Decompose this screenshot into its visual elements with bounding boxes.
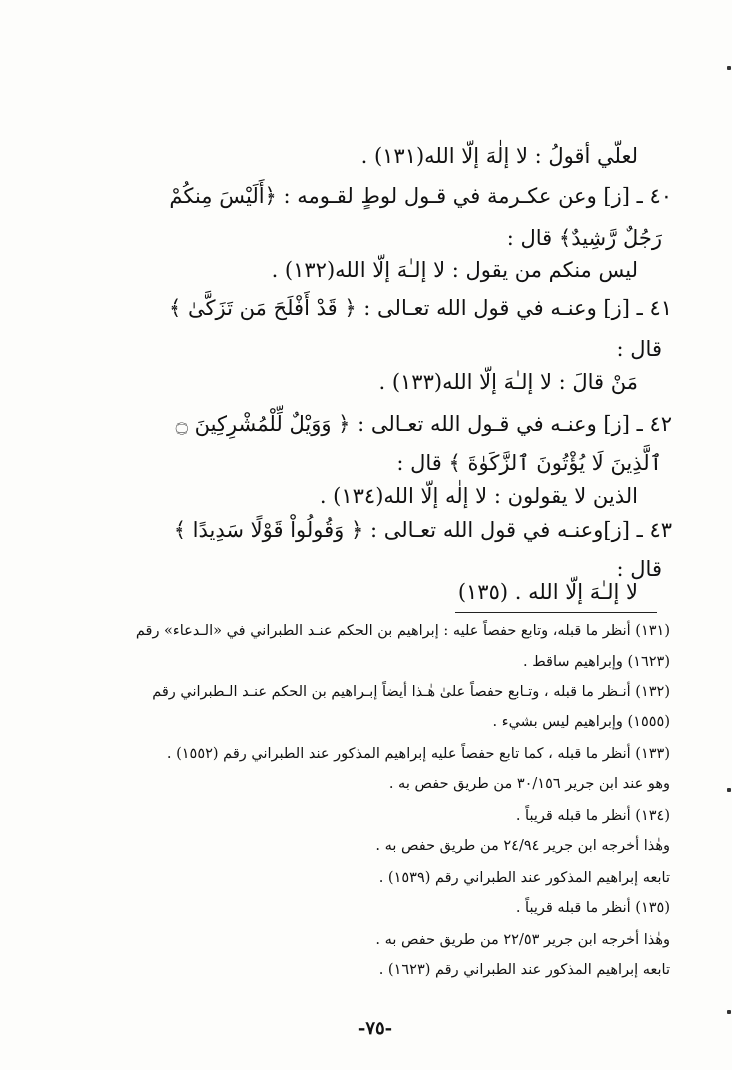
main-line: ٤١ ـ [ز] وعنـه في قول الله تعـالى : ﴿ قَدْ أَفْلَحَ مَن تَزَكَّىٰ ﴾: [169, 296, 672, 320]
main-line: قال :: [616, 337, 662, 361]
footnote-line: (١٣٥) أنظر ما قبله قريباً .: [515, 900, 670, 916]
footnote-line: (١٥٥٥) وإبراهيم ليس بشيء .: [492, 714, 670, 730]
footnote-line: وهو عند ابن جرير ٣٠/١٥٦ من طريق حفص به .: [388, 776, 670, 792]
main-line: ليس منكم من يقول : لا إلـٰهَ إلّا الله(١٣٢) .: [271, 258, 638, 282]
footnote-line: تابعه إبراهيم المذكور عند الطبراني رقم (١٦٢٣) .: [378, 962, 670, 978]
main-line: لعلّي أقولُ : لا إلٰهَ إلّا الله(١٣١) .: [360, 144, 638, 168]
footnote-line: وهٰذا أخرجه ابن جرير ٢٢/٥٣ من طريق حفص به .: [375, 932, 670, 948]
main-line: ٤٢ ـ [ز] وعنـه في قـول الله تعـالى : ﴿ وَوَيْلٌ لِّلْمُشْرِكِينَ ۝: [175, 412, 672, 436]
main-line: ٱلَّذِينَ لَا يُؤْتُونَ ٱلزَّكَوٰةَ ﴾ قال :: [396, 451, 662, 475]
footnote-line: (١٣١) أنظر ما قبله، وتابع حفصاً عليه : إبراهيم بن الحكم عنـد الطبراني في «الـدعاء» رقم: [135, 623, 670, 639]
footnote-line: (١٣٤) أنظر ما قبله قريباً .: [515, 808, 670, 824]
main-line: مَنْ قالَ : لا إلـٰهَ إلّا الله(١٣٣) .: [378, 370, 638, 394]
main-line: قال :: [616, 557, 662, 581]
footnote-line: (١٣٣) أنظر ما قبله ، كما تابع حفصاً عليه إبراهيم المذكور عند الطبراني رقم (١٥٥٢) .: [166, 746, 670, 762]
scan-mark: [727, 1010, 731, 1014]
main-line: ٤٣ ـ [ز]وعنـه في قول الله تعـالى : ﴿ وَقُولُواْ قَوْلًا سَدِيدًا ﴾: [173, 518, 672, 542]
footnote-line: تابعه إبراهيم المذكور عند الطبراني رقم (١٥٣٩) .: [378, 870, 670, 886]
main-line: رَجُلٌ رَّشِيدٌ﴾ قال :: [506, 226, 662, 250]
main-line: الذين لا يقولون : لا إلٰه إلّا الله(١٣٤) .: [319, 484, 638, 508]
scan-mark: [727, 788, 731, 792]
footnote-separator: [455, 612, 657, 613]
scan-mark: [727, 66, 731, 70]
main-line: لا إلـٰهَ إلّا الله . (١٣٥): [457, 580, 638, 604]
main-line: ٤٠ ـ [ز] وعن عكـرمة في قـول لوطٍ لقـومه : ﴿أَلَيْسَ مِنكُمْ: [169, 184, 672, 208]
footnote-line: وهٰذا أخرجه ابن جرير ٢٤/٩٤ من طريق حفص به .: [375, 838, 670, 854]
footnote-line: (١٣٢) أنـظر ما قبله ، وتـابع حفصاً علىٰ هٰـذا أيضاً إبـراهيم بن الحكم عنـد الـطبراني رقم: [152, 684, 670, 700]
page-number: -٧٥-: [357, 1018, 393, 1039]
footnote-line: (١٦٢٣) وإبراهيم ساقط .: [523, 654, 670, 670]
